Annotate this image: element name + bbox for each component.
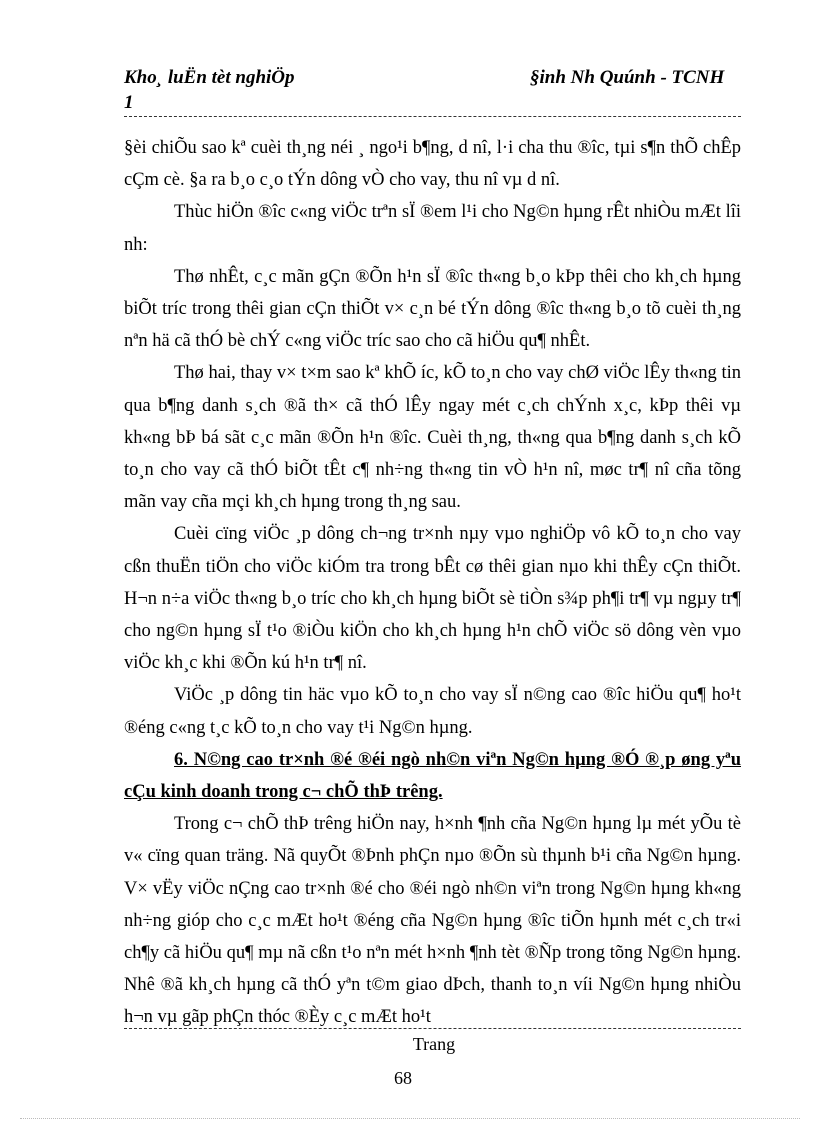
section-heading: 6. N©ng cao tr×nh ®é ®éi ngò nh©n viªn Ng©n hµng ®Ó ®¸p øng yªu cÇu kinh doanh trong c¬ chÕ thÞ trêng. — [124, 749, 741, 803]
footer-divider — [124, 1028, 741, 1029]
paragraph: Thùc hiÖn ®îc c«ng viÖc trªn sÏ ®em l¹i cho Ng©n hµng rÊt nhiÒu mÆt lîi nh: — [124, 202, 741, 255]
page-number: 68 — [394, 1068, 412, 1088]
header-document-type: Kho¸ luËn tèt nghiÖp — [124, 67, 295, 88]
header-author: §inh Nh Quúnh - TCNH — [530, 67, 725, 88]
paragraph: §èi chiÕu sao kª cuèi th¸ng néi ¸ ngo¹i b¶ng, d nî, l·i cha thu ®îc, tµi s¶n thÕ chÊp cÇm cè. §a ra b¸o c¸o tÝn dông vÒ cho vay, thu nî vµ d nî. — [124, 138, 741, 191]
header-divider — [124, 116, 741, 117]
footer-page-label: Trang — [412, 1034, 456, 1054]
paragraph: Thø nhÊt, c¸c mãn gÇn ®Õn h¹n sÏ ®îc th«ng b¸o kÞp thêi cho kh¸ch hµng biÕt tríc trong thêi gian cÇn thiÕt v× c¸n bé tÝn dông ®îc th«ng b¸o tõ cuèi th¸ng nªn hä cã thÓ bè chÝ c«ng viÖc tríc sao cho cã hiÖu qu¶ nhÊt. — [124, 266, 741, 352]
paragraph: ViÖc ¸p dông tin häc vµo kÕ to¸n cho vay sÏ n©ng cao ®îc hiÖu qu¶ ho¹t ®éng c«ng t¸c kÕ to¸n cho vay t¹i Ng©n hµng. — [124, 685, 741, 738]
paragraph: Thø hai, thay v× t×m sao kª khÕ íc, kÕ to¸n cho vay chØ viÖc lÊy th«ng tin qua b¶ng danh s¸ch ®ã th× cã thÓ lÊy ngay mét c¸ch chÝnh x¸c, kÞp thêi vµ kh«ng bÞ bá sãt c¸c mãn ®Õn h¹n ®îc. Cuèi th¸ng, th«ng qua b¶ng danh s¸ch kÕ to¸n cho vay cã thÓ biÕt tÊt c¶ nh÷ng th«ng tin vÒ h¹n nî, møc tr¶ nî cña tõng mãn vay cña mçi kh¸ch hµng trong th¸ng sau. — [124, 363, 741, 513]
header-number: 1 — [124, 92, 134, 113]
paragraph: Cuèi cïng viÖc ¸p dông ch¬ng tr×nh nµy vµo nghiÖp vô kÕ to¸n cho vay cßn thuËn tiÖn cho viÖc kiÓm tra trong bÊt cø thêi gian nµo khi thÊy cÇn thiÕt. H¬n n÷a viÖc th«ng b¸o tríc cho kh¸ch hµng biÕt sè tiÒn s¾p ph¶i tr¶ vµ ngµy tr¶ cho ng©n hµng sÏ t¹o ®iÒu kiÖn cho kh¸ch hµng h¹n chÕ viÖc sö dông vèn vµo viÖc kh¸c khi ®Õn kú h¹n tr¶ nî. — [124, 524, 741, 674]
body-text — [124, 132, 741, 1034]
paragraph: Trong c¬ chÕ thÞ trêng hiÖn nay, h×nh ¶nh cña Ng©n hµng lµ mét yÕu tè v« cïng quan träng. Nã quyÕt ®Þnh phÇn nµo ®Õn sù thµnh b¹i cña Ng©n hµng. V× vËy viÖc nÇng cao tr×nh ®é cho ®éi ngò nh©n viªn trong Ng©n hµng kh«ng nh÷ng gióp cho c¸c mÆt ho¹t ®éng cña Ng©n hµng ®îc tiÕn hµnh mét c¸ch tr«i ch¶y cã hiÖu qu¶ mµ nã cßn t¹o nªn mét h×nh ¶nh tèt ®Ñp trong tõng Ng©n hµng. Nhê ®ã kh¸ch hµng cã thÓ yªn t©m giao dÞch, thanh to¸n víi Ng©n hµng nhiÒu h¬n vµ gãp phÇn thóc ®Èy c¸c mÆt ho¹t — [124, 814, 741, 1028]
page-edge-border — [20, 1118, 800, 1119]
